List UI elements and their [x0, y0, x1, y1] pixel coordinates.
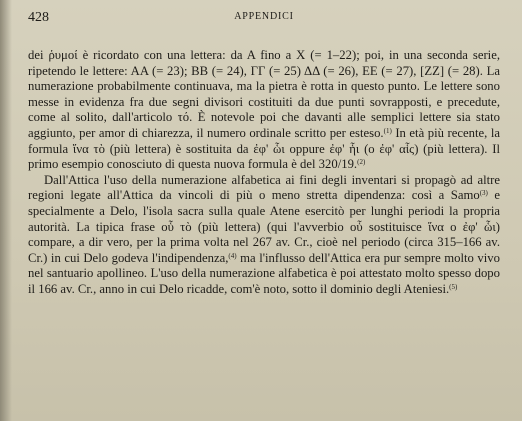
footnote-ref-1[interactable]: (1): [383, 126, 392, 135]
page-number: 428: [28, 10, 49, 25]
text-segment: dei ῥυμοί è ricordato con una lettera: da A fino a X (= 1–22); poi, in una seconda serie, ripetendo le lettere: AA (= 23); BB (= 24), ΓΓ (= 25) ΔΔ (= 26), EE (= 27), [ZZ] (= 28). La numerazione probabilmente continuava, ma la pietra è rotta in questo punto. Le lettere sono messe in evidenza fra due segni divisori costituiti da due punti sovrapposti, e precedute, come al solito, dall'articolo τό. È notevole poi che davanti alle semplici lettere sia stato aggiunto, per amor di chiarezza, il numero ordinale scritto per esteso.: [28, 48, 500, 140]
footnote-ref-2[interactable]: (2): [357, 158, 366, 167]
paragraph-2: [28, 173, 500, 298]
paragraph-1: [28, 48, 500, 173]
text-segment: ma l'influsso dell'Attica era pur sempre molto vivo nel santuario apollineo. L'uso della numerazione alfabetica è poi attestato molto spesso dopo il 166 av. Cr., anno in cui Delo ricadde, com'è noto, sotto il dominio degli Ateniesi.: [28, 250, 500, 296]
footnote-ref-5[interactable]: (5): [449, 282, 458, 291]
text-segment: In età più recente, la formula ἵνα τὸ (più lettera) è sostituita da ἐφ' ὧι oppure ἐφ' ἧι (o ἐφ' αἷς) (più lettera). Il primo esempio conosciuto di questa nuova formula è del 320/19.: [28, 125, 500, 172]
text-segment: e specialmente a Delo, l'isola sacra sulla quale Atene esercitò per lunghi periodi la propria autorità. La tipica frase οὗ τὸ (più lettera) (qui l'avverbio οὗ sostituisce ἵνα o ἐφ' ὧι) compare, a dir vero, per la prima volta nel 267 av. Cr., cioè nel periodo (circa 315–166 av. Cr.) in cui Delo godeva l'indipendenza,: [28, 188, 500, 265]
body-text: [28, 48, 500, 298]
text-segment: Dall'Attica l'uso della numerazione alfabetica ai fini degli inventari si propagò ad altre regioni legate all'Attica da vincoli di più o meno stretta dipendenza: così a Samo: [28, 172, 500, 203]
footnote-ref-3[interactable]: (3): [479, 189, 488, 198]
running-head: APPENDICI: [234, 11, 294, 22]
page-header: [28, 10, 500, 30]
page-gutter-shadow: [0, 0, 12, 421]
footnote-ref-4[interactable]: (4): [228, 251, 237, 260]
